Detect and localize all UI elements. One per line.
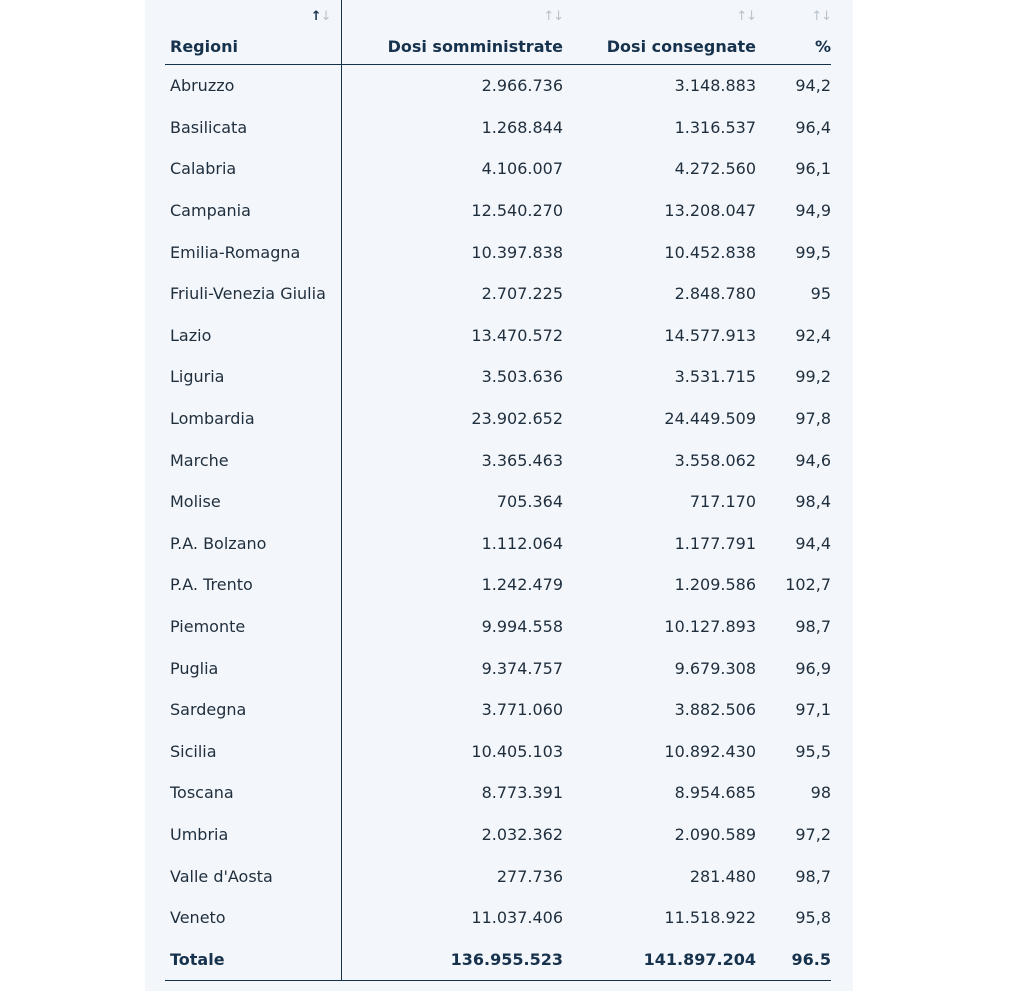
cell-dosi-consegnate: 2.848.780 [674, 284, 756, 304]
cell-percent: 98,7 [795, 866, 831, 886]
cell-percent: 99,2 [795, 367, 831, 387]
column-header-percent[interactable] [756, 0, 831, 65]
cell-dosi-somministrate: 3.365.463 [481, 450, 563, 470]
cell-dosi-somministrate: 9.994.558 [481, 617, 563, 637]
sort-icon[interactable]: ↑↓ [543, 9, 563, 24]
table-row [165, 107, 831, 149]
cell-dosi-somministrate: 13.470.572 [471, 325, 563, 345]
table-header-row [165, 0, 831, 65]
cell-dosi-consegnate: 2.090.589 [674, 824, 756, 844]
cell-percent: 94,4 [795, 533, 831, 553]
cell-dosi-somministrate: 4.106.007 [481, 159, 563, 179]
total-dosi-somministrate: 136.955.523 [341, 938, 563, 980]
cell-dosi-somministrate: 10.397.838 [471, 242, 563, 262]
cell-percent: 96,4 [795, 117, 831, 137]
cell-dosi-somministrate: 8.773.391 [481, 783, 563, 803]
cell-percent: 97,1 [795, 700, 831, 720]
cell-regione: Piemonte [165, 606, 341, 648]
cell-percent: 102,7 [785, 575, 831, 595]
cell-percent: 94,6 [795, 450, 831, 470]
cell-regione: Lazio [165, 315, 341, 357]
table-row [165, 315, 831, 357]
table-row [165, 855, 831, 897]
cell-dosi-consegnate: 10.452.838 [664, 242, 756, 262]
cell-dosi-consegnate: 11.518.922 [664, 908, 756, 928]
table-body [165, 65, 831, 981]
cell-percent: 98,4 [795, 492, 831, 512]
cell-regione: Basilicata [165, 107, 341, 149]
column-header-label: Dosi somministrate [387, 37, 563, 56]
cell-dosi-consegnate: 13.208.047 [664, 201, 756, 221]
cell-dosi-consegnate: 1.177.791 [674, 533, 756, 553]
cell-dosi-somministrate: 12.540.270 [471, 201, 563, 221]
cell-dosi-consegnate: 1.316.537 [674, 117, 756, 137]
cell-dosi-consegnate: 9.679.308 [674, 658, 756, 678]
sort-icon[interactable]: ↑↓ [811, 9, 831, 24]
column-header-label: % [814, 37, 831, 56]
cell-percent: 92,4 [795, 325, 831, 345]
cell-dosi-consegnate: 14.577.913 [664, 325, 756, 345]
cell-regione: Valle d'Aosta [165, 855, 341, 897]
cell-dosi-somministrate: 2.032.362 [481, 824, 563, 844]
cell-regione: Lombardia [165, 398, 341, 440]
column-header-dosi-consegnate[interactable] [563, 0, 756, 65]
cell-percent: 99,5 [795, 242, 831, 262]
cell-regione: P.A. Bolzano [165, 523, 341, 565]
cell-percent: 96,9 [795, 658, 831, 678]
cell-dosi-somministrate: 11.037.406 [471, 908, 563, 928]
cell-dosi-consegnate: 717.170 [689, 492, 756, 512]
table-row [165, 398, 831, 440]
cell-percent: 97,2 [795, 824, 831, 844]
cell-regione: Liguria [165, 356, 341, 398]
cell-regione: Marche [165, 439, 341, 481]
cell-dosi-consegnate: 3.148.883 [674, 76, 756, 96]
cell-dosi-consegnate: 10.892.430 [664, 741, 756, 761]
cell-regione: Emilia-Romagna [165, 231, 341, 273]
total-label: Totale [165, 938, 341, 980]
column-header-label: Regioni [170, 37, 238, 56]
column-header-dosi-somministrate[interactable] [341, 0, 563, 65]
cell-regione: Toscana [165, 772, 341, 814]
cell-dosi-consegnate: 3.531.715 [674, 367, 756, 387]
table-row [165, 731, 831, 773]
table-row [165, 65, 831, 107]
cell-regione: Veneto [165, 897, 341, 939]
cell-regione: Friuli-Venezia Giulia [165, 273, 341, 315]
cell-regione: Sicilia [165, 731, 341, 773]
table-row [165, 439, 831, 481]
cell-percent: 95,5 [795, 741, 831, 761]
cell-dosi-somministrate: 1.112.064 [481, 533, 563, 553]
table-row [165, 273, 831, 315]
cell-percent: 95,8 [795, 908, 831, 928]
sort-icon[interactable]: ↑↓ [736, 9, 756, 24]
total-row [165, 938, 831, 980]
table-row [165, 148, 831, 190]
cell-dosi-consegnate: 281.480 [689, 866, 756, 886]
cell-percent: 98 [810, 783, 831, 803]
table-row [165, 606, 831, 648]
table-panel [145, 0, 853, 991]
cell-dosi-consegnate: 1.209.586 [674, 575, 756, 595]
cell-dosi-somministrate: 277.736 [496, 866, 563, 886]
table-row [165, 523, 831, 565]
table-row [165, 814, 831, 856]
cell-regione: Molise [165, 481, 341, 523]
cell-percent: 94,9 [795, 201, 831, 221]
vaccine-doses-table [165, 0, 831, 981]
cell-dosi-consegnate: 10.127.893 [664, 617, 756, 637]
table-row [165, 190, 831, 232]
cell-percent: 94,2 [795, 76, 831, 96]
table-row [165, 231, 831, 273]
cell-dosi-somministrate: 3.503.636 [481, 367, 563, 387]
cell-dosi-somministrate: 2.707.225 [481, 284, 563, 304]
cell-dosi-consegnate: 4.272.560 [674, 159, 756, 179]
column-header-label: Dosi consegnate [606, 37, 756, 56]
table-row [165, 647, 831, 689]
cell-dosi-somministrate: 23.902.652 [471, 409, 563, 429]
cell-regione: Abruzzo [165, 65, 341, 107]
cell-percent: 95 [810, 284, 831, 304]
table-row [165, 564, 831, 606]
table-row [165, 897, 831, 939]
table-row [165, 689, 831, 731]
sort-icon[interactable]: ↑↓ [310, 9, 331, 24]
cell-dosi-somministrate: 1.242.479 [481, 575, 563, 595]
column-header-regioni[interactable] [165, 0, 341, 65]
cell-dosi-somministrate: 3.771.060 [481, 700, 563, 720]
cell-regione: P.A. Trento [165, 564, 341, 606]
cell-dosi-consegnate: 8.954.685 [674, 783, 756, 803]
cell-percent: 97,8 [795, 409, 831, 429]
cell-regione: Campania [165, 190, 341, 232]
cell-dosi-consegnate: 24.449.509 [664, 409, 756, 429]
cell-regione: Sardegna [165, 689, 341, 731]
table-row [165, 772, 831, 814]
cell-percent: 98,7 [795, 617, 831, 637]
table-row [165, 481, 831, 523]
cell-regione: Calabria [165, 148, 341, 190]
table-row [165, 356, 831, 398]
cell-dosi-consegnate: 3.882.506 [674, 700, 756, 720]
cell-dosi-somministrate: 9.374.757 [481, 658, 563, 678]
cell-dosi-somministrate: 1.268.844 [481, 117, 563, 137]
cell-regione: Puglia [165, 647, 341, 689]
total-dosi-consegnate: 141.897.204 [563, 938, 756, 980]
cell-regione: Umbria [165, 814, 341, 856]
total-percent: 96.5 [756, 938, 831, 980]
cell-dosi-somministrate: 10.405.103 [471, 741, 563, 761]
cell-dosi-somministrate: 705.364 [496, 492, 563, 512]
cell-dosi-consegnate: 3.558.062 [674, 450, 756, 470]
cell-percent: 96,1 [795, 159, 831, 179]
cell-dosi-somministrate: 2.966.736 [481, 76, 563, 96]
